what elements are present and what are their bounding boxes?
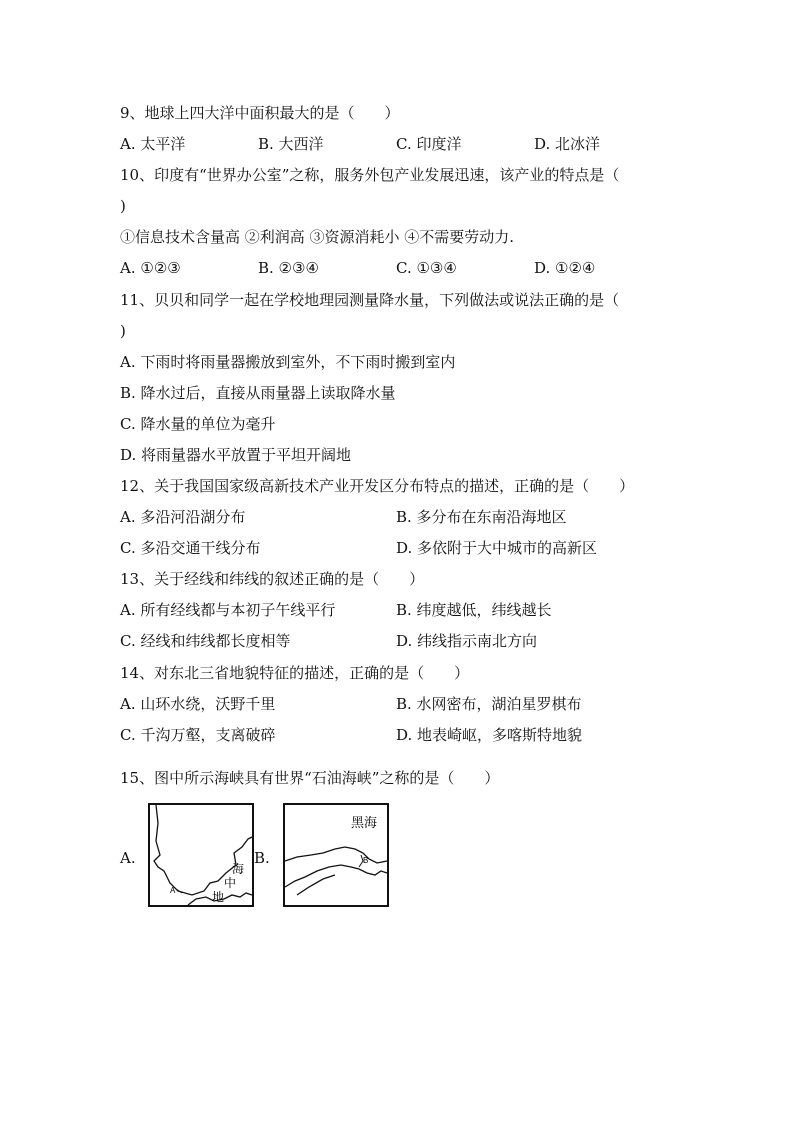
q12-option-d: D. 多依附于大中城市的高新区 — [396, 539, 598, 557]
q14-option-a: A. 山环水绕，沃野千里 — [120, 695, 276, 713]
q12-option-b: B. 多分布在东南沿海地区 — [396, 508, 567, 526]
q9-option-c: C. 印度洋 — [396, 135, 462, 153]
q14-stem: 14、对东北三省地貌特征的描述，正确的是（ ） — [120, 664, 470, 682]
q9-option-b: B. 大西洋 — [258, 135, 324, 153]
q15-option-b-label: B. — [254, 849, 270, 867]
q11-option-b: B. 降水过后，直接从雨量器上读取降水量 — [120, 384, 396, 402]
map-a-label-zhong: 中 — [224, 876, 237, 890]
q11-stem: 11、贝贝和同学一起在学校地理园测量降水量，下列做法或说法正确的是（ — [120, 291, 620, 309]
q12-stem: 12、关于我国国家级高新技术产业开发区分布特点的描述，正确的是（ ） — [120, 477, 635, 495]
map-b-label-black-sea: 黑海 — [351, 816, 378, 831]
map-b — [283, 803, 389, 907]
q13-option-d: D. 纬线指示南北方向 — [396, 632, 538, 650]
q9-stem: 9、地球上四大洋中面积最大的是（ ） — [120, 104, 400, 122]
map-a-label-di: 地 — [212, 890, 225, 904]
q15-option-a-label: A. — [120, 849, 136, 867]
map-a-label-hai: 海 — [232, 862, 245, 876]
q15-stem: 15、图中所示海峡具有世界“石油海峡”之称的是（ ） — [120, 769, 500, 787]
q14-option-b: B. 水网密布，湖泊星罗棋布 — [396, 695, 582, 713]
q10-option-c: C. ①③④ — [396, 259, 457, 277]
q10-stem-cont: ) — [120, 197, 126, 215]
q12-option-a: A. 多沿河沿湖分布 — [120, 508, 246, 526]
q10-option-d: D. ①②④ — [534, 259, 596, 277]
q9-option-d: D. 北冰洋 — [534, 135, 601, 153]
q13-stem: 13、关于经线和纬线的叙述正确的是（ ） — [120, 570, 425, 588]
q11-stem-cont: ) — [120, 322, 126, 340]
q13-option-c: C. 经线和纬线都长度相等 — [120, 632, 291, 650]
q10-stem: 10、印度有“世界办公室”之称，服务外包产业发展迅速，该产业的特点是（ — [120, 166, 620, 184]
q9-option-a: A. 太平洋 — [120, 135, 186, 153]
q10-option-a: A. ①②③ — [120, 259, 181, 277]
q10-option-b: B. ②③④ — [258, 259, 319, 277]
q12-option-c: C. 多沿交通干线分布 — [120, 539, 261, 557]
map-a-point-label: A — [170, 886, 176, 895]
q13-option-a: A. 所有经线都与本初子午线平行 — [120, 601, 336, 619]
q11-option-c: C. 降水量的单位为毫升 — [120, 415, 276, 433]
q11-option-d: D. 将雨量器水平放置于平坦开阔地 — [120, 446, 352, 464]
map-a-frame — [149, 804, 253, 906]
q13-option-b: B. 纬度越低，纬线越长 — [396, 601, 552, 619]
q10-statement: ①信息技术含量高 ②利润高 ③资源消耗小 ④不需要劳动力. — [120, 228, 515, 246]
map-a — [148, 803, 254, 907]
q14-option-d: D. 地表崎岖，多喀斯特地貌 — [396, 726, 583, 744]
q11-option-a: A. 下雨时将雨量器搬放到室外，不下雨时搬到室内 — [120, 353, 456, 371]
map-b-point-label: B — [363, 856, 369, 865]
q14-option-c: C. 千沟万壑，支离破碎 — [120, 726, 276, 744]
